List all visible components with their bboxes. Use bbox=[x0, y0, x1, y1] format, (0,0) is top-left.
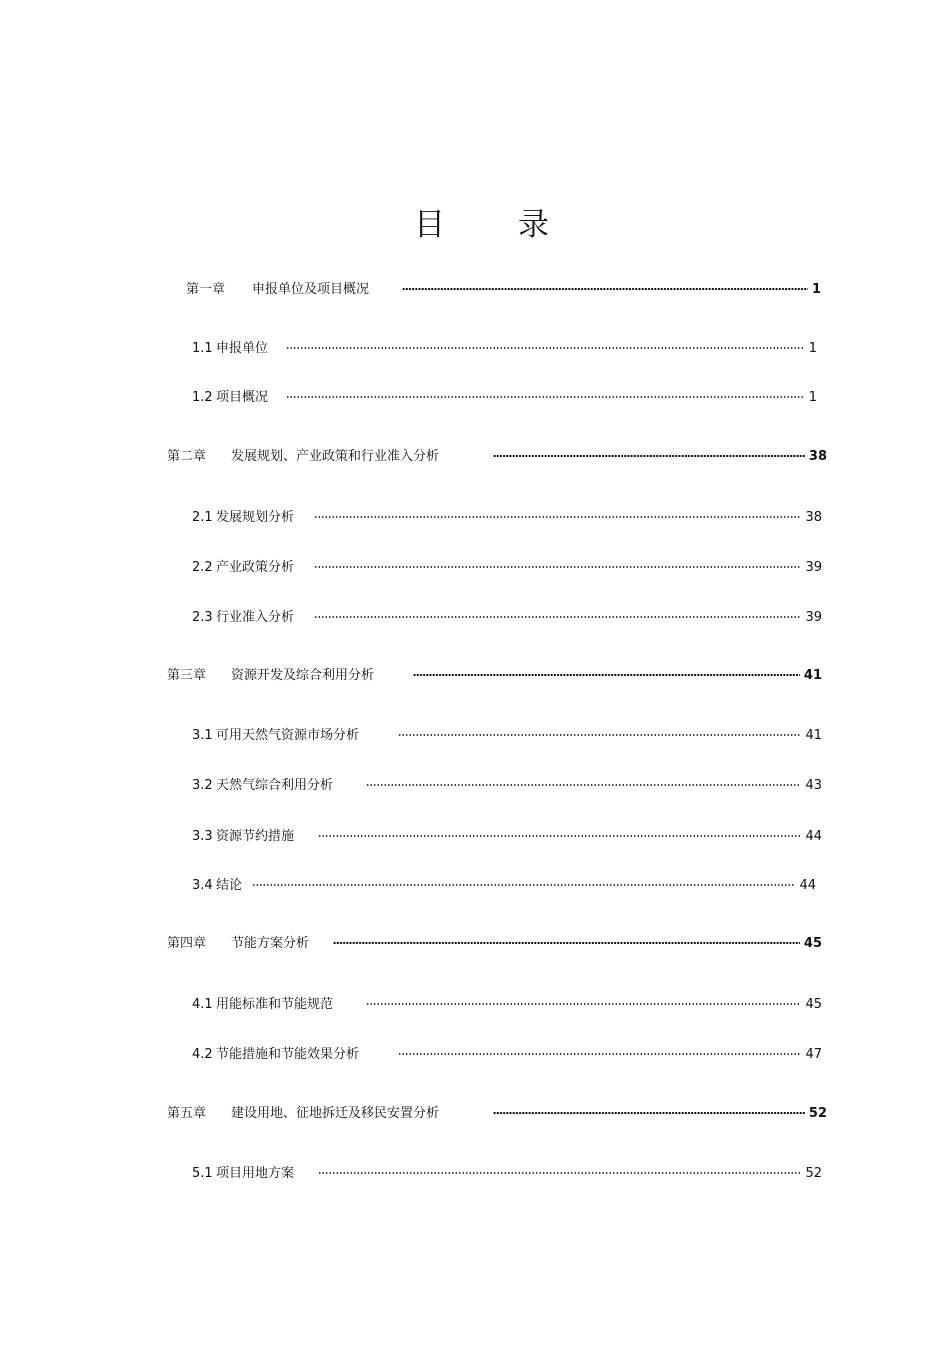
toc-chapter-1[interactable] bbox=[186, 281, 821, 299]
dot-leader bbox=[286, 396, 805, 398]
dot-leader bbox=[314, 566, 801, 568]
chapter-title: 申报单位及项目概况 bbox=[252, 282, 370, 297]
section-number: 4.1 bbox=[192, 997, 213, 1012]
toc-section-4-1[interactable] bbox=[192, 996, 822, 1014]
section-number: 2.2 bbox=[192, 560, 213, 575]
toc-heading-char-1: 目 bbox=[414, 207, 445, 243]
page-number: 47 bbox=[805, 1047, 822, 1062]
page-number: 38 bbox=[805, 510, 822, 525]
toc-section-4-2[interactable] bbox=[192, 1046, 822, 1064]
section-number: 3.3 bbox=[192, 829, 213, 844]
dot-leader bbox=[314, 516, 801, 518]
dot-leader bbox=[413, 674, 800, 676]
section-title: 用能标准和节能规范 bbox=[216, 997, 334, 1012]
section-title: 项目概况 bbox=[216, 390, 269, 405]
section-number: 5.1 bbox=[192, 1166, 213, 1181]
section-number: 2.1 bbox=[192, 510, 213, 525]
page-number: 1 bbox=[811, 282, 821, 297]
toc-chapter-5[interactable] bbox=[167, 1105, 827, 1123]
dot-leader bbox=[398, 1053, 801, 1055]
page-number: 45 bbox=[803, 936, 822, 951]
page-number: 44 bbox=[805, 829, 822, 844]
page-number: 1 bbox=[808, 390, 817, 405]
section-title: 可用天然气资源市场分析 bbox=[216, 728, 360, 743]
section-title: 发展规划分析 bbox=[216, 510, 295, 525]
toc-section-2-2[interactable] bbox=[192, 559, 822, 577]
dot-leader bbox=[366, 784, 801, 786]
section-title: 节能措施和节能效果分析 bbox=[216, 1047, 360, 1062]
page-number: 41 bbox=[803, 668, 822, 683]
page-number: 38 bbox=[808, 449, 827, 464]
section-title: 结论 bbox=[216, 878, 243, 893]
section-number: 3.4 bbox=[192, 878, 213, 893]
toc-heading-char-2: 录 bbox=[518, 207, 549, 243]
toc-section-5-1[interactable] bbox=[192, 1165, 822, 1183]
toc-heading bbox=[0, 203, 950, 247]
toc-chapter-4[interactable] bbox=[167, 935, 822, 953]
page-number: 52 bbox=[808, 1106, 827, 1121]
section-title: 天然气综合利用分析 bbox=[216, 778, 334, 793]
section-number: 1.2 bbox=[192, 390, 213, 405]
dot-leader bbox=[286, 347, 805, 349]
dot-leader bbox=[493, 1112, 805, 1114]
page-number: 41 bbox=[805, 728, 822, 743]
page-number: 45 bbox=[805, 997, 822, 1012]
section-number: 1.1 bbox=[192, 341, 213, 356]
section-number: 2.3 bbox=[192, 610, 213, 625]
section-title: 行业准入分析 bbox=[216, 610, 295, 625]
section-number: 3.2 bbox=[192, 778, 213, 793]
page-number: 1 bbox=[808, 341, 817, 356]
toc-section-2-1[interactable] bbox=[192, 509, 822, 527]
toc-section-3-3[interactable] bbox=[192, 828, 822, 846]
toc-chapter-3[interactable] bbox=[167, 667, 822, 685]
dot-leader bbox=[314, 616, 801, 618]
dot-leader bbox=[493, 455, 805, 457]
dot-leader bbox=[318, 1172, 801, 1174]
chapter-label: 第五章 bbox=[167, 1106, 207, 1121]
chapter-label: 第三章 bbox=[167, 668, 207, 683]
page-number: 52 bbox=[805, 1166, 822, 1181]
toc-section-3-4[interactable] bbox=[192, 877, 816, 895]
chapter-title: 发展规划、产业政策和行业准入分析 bbox=[231, 449, 440, 464]
chapter-title: 资源开发及综合利用分析 bbox=[231, 668, 375, 683]
section-title: 产业政策分析 bbox=[216, 560, 295, 575]
dot-leader bbox=[252, 884, 795, 886]
toc-section-1-1[interactable] bbox=[192, 340, 817, 358]
dot-leader bbox=[402, 288, 808, 290]
chapter-label: 第四章 bbox=[167, 936, 207, 951]
dot-leader bbox=[398, 734, 801, 736]
toc-section-1-2[interactable] bbox=[192, 389, 817, 407]
toc-section-3-1[interactable] bbox=[192, 727, 822, 745]
dot-leader bbox=[366, 1003, 801, 1005]
dot-leader bbox=[333, 942, 800, 944]
chapter-title: 节能方案分析 bbox=[231, 936, 310, 951]
section-title: 项目用地方案 bbox=[216, 1166, 295, 1181]
toc-section-2-3[interactable] bbox=[192, 609, 822, 627]
toc-section-3-2[interactable] bbox=[192, 777, 822, 795]
section-title: 资源节约措施 bbox=[216, 829, 295, 844]
page-number: 39 bbox=[805, 560, 822, 575]
page-number: 43 bbox=[805, 778, 822, 793]
section-title: 申报单位 bbox=[216, 341, 269, 356]
page-number: 44 bbox=[799, 878, 816, 893]
dot-leader bbox=[318, 835, 801, 837]
section-number: 4.2 bbox=[192, 1047, 213, 1062]
page-number: 39 bbox=[805, 610, 822, 625]
chapter-label: 第一章 bbox=[186, 282, 226, 297]
chapter-label: 第二章 bbox=[167, 449, 207, 464]
section-number: 3.1 bbox=[192, 728, 213, 743]
chapter-title: 建设用地、征地拆迁及移民安置分析 bbox=[231, 1106, 440, 1121]
toc-chapter-2[interactable] bbox=[167, 448, 827, 466]
